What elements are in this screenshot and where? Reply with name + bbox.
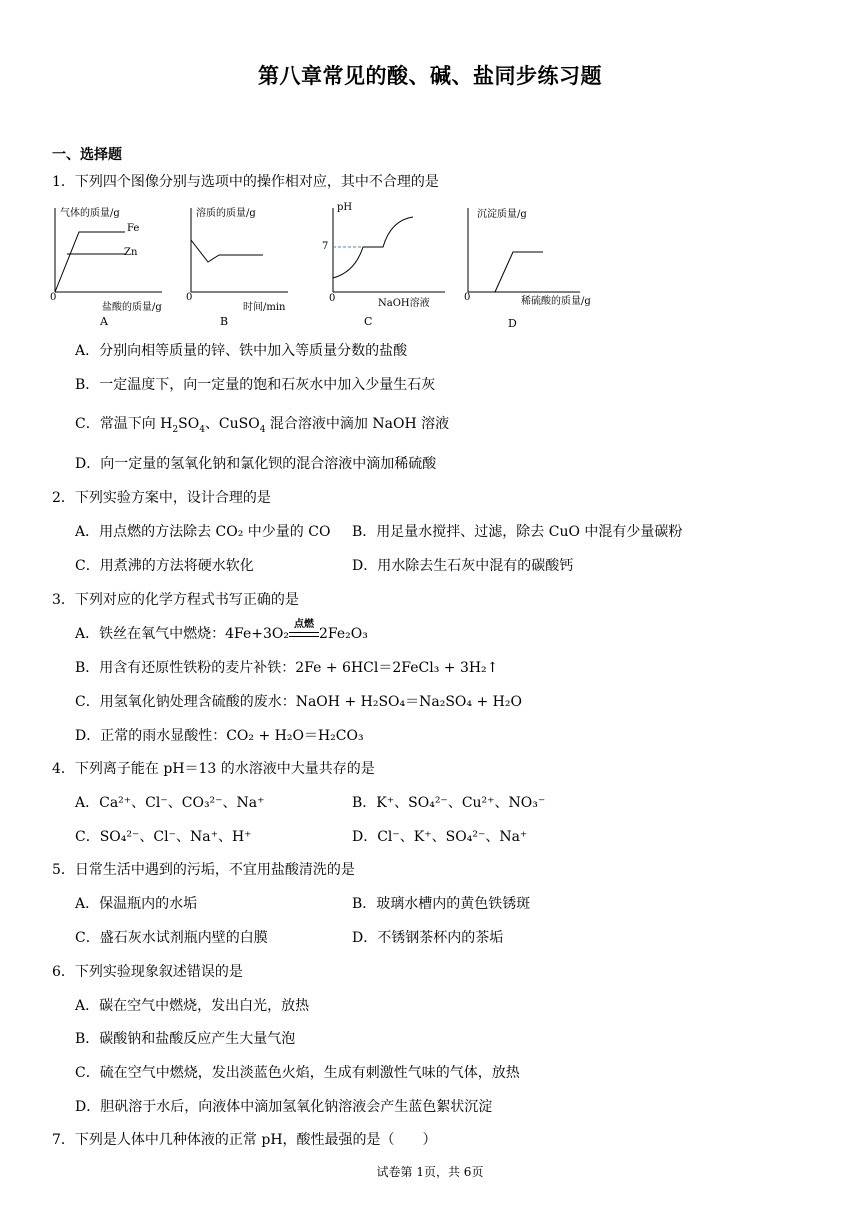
graph-a-origin: 0	[50, 292, 57, 303]
graph-a-caption: A	[100, 315, 108, 328]
q2-option-b: B．用足量水搅拌、过滤，除去 CuO 中混有少量碳粉	[352, 524, 683, 540]
q4-option-d: D．Cl⁻、K⁺、SO₄²⁻、Na⁺	[352, 829, 528, 845]
graph-d-caption: D	[508, 317, 517, 330]
graph-b-origin: 0	[186, 292, 193, 303]
q6-option-d: D．胆矾溶于水后，向液体中滴加氢氧化钠溶液会产生蓝色絮状沉淀	[75, 1099, 493, 1115]
graph-c-origin: 0	[329, 293, 336, 304]
question-6-stem: 6．下列实验现象叙述错误的是	[52, 964, 243, 980]
graph-c-plot	[325, 200, 450, 300]
graph-a-xlabel: 盐酸的质量/g	[102, 302, 162, 313]
q1-option-c-suffix: 混合溶液中滴加 NaOH 溶液	[269, 416, 450, 432]
page-footer: 试卷第 1页，共 6页	[376, 1165, 484, 1179]
q5-option-a: A．保温瓶内的水垢	[75, 896, 198, 912]
section-heading: 一、选择题	[52, 147, 122, 163]
question-4-stem: 4．下列离子能在 pH＝13 的水溶液中大量共存的是	[52, 761, 375, 777]
graph-a-fe-label: Fe	[127, 223, 140, 234]
q4-option-c: C．SO₄²⁻、Cl⁻、Na⁺、H⁺	[75, 829, 252, 845]
q1-option-c	[75, 415, 449, 433]
q1-option-c-prefix: C．常温下向	[75, 416, 156, 432]
q3-option-a-prefix: A．铁丝在氧气中燃烧：4Fe+3O₂	[75, 626, 289, 642]
graph-b-line	[191, 240, 263, 262]
graph-b-xlabel: 时间/min	[243, 302, 286, 313]
question-1-stem: 1．下列四个图像分别与选项中的操作相对应，其中不合理的是	[52, 174, 439, 190]
graph-d-origin: 0	[464, 292, 471, 303]
q3-option-b: B．用含有还原性铁粉的麦片补铁：2Fe + 6HCl＝2FeCl₃ + 3H₂↑	[75, 660, 499, 676]
q2-option-a: A．用点燃的方法除去 CO₂ 中少量的 CO	[75, 524, 331, 540]
q3-option-c: C．用氢氧化钠处理含硫酸的废水：NaOH + H₂SO₄＝Na₂SO₄ + H₂O	[75, 694, 522, 710]
q1-option-c-formula: $H_2SO_4$、CuSO$_4$	[160, 416, 266, 435]
q4-option-b: B．K⁺、SO₄²⁻、Cu²⁺、NO₃⁻	[352, 795, 546, 811]
q2-option-d: D．用水除去生石灰中混有的碳酸钙	[352, 558, 574, 574]
graph-d-xlabel: 稀硫酸的质量/g	[521, 296, 591, 307]
question-7-stem: 7．下列是人体中几种体液的正常 pH，酸性最强的是（ ）	[52, 1132, 437, 1148]
graph-b-ylabel: 溶质的质量/g	[196, 208, 256, 219]
q5-option-d: D．不锈钢茶杯内的茶垢	[352, 930, 504, 946]
graph-c-ylabel: pH	[337, 202, 353, 213]
q3-option-d: D．正常的雨水显酸性：CO₂ + H₂O＝H₂CO₃	[75, 728, 364, 744]
graph-c	[325, 200, 450, 300]
page-title: 第八章常见的酸、碱、盐同步练习题	[258, 63, 602, 88]
q3-option-a-suffix: 2Fe₂O₃	[318, 626, 368, 642]
graph-c-xlabel: NaOH溶液	[378, 298, 430, 309]
q4-option-a: A．Ca²⁺、Cl⁻、CO₃²⁻、Na⁺	[75, 795, 265, 811]
graph-c-caption: C	[364, 315, 373, 328]
graph-d-line	[495, 252, 543, 292]
graph-a-fe-line	[55, 232, 125, 292]
q2-option-c: C．用煮沸的方法将硬水软化	[75, 558, 254, 574]
q1-option-b: B．一定温度下，向一定量的饱和石灰水中加入少量生石灰	[75, 377, 436, 393]
q5-option-b: B．玻璃水槽内的黄色铁锈斑	[352, 896, 531, 912]
graph-d-ylabel: 沉淀质量/g	[477, 209, 527, 220]
q5-option-c: C．盛石灰水试剂瓶内壁的白膜	[75, 930, 268, 946]
reaction-condition	[289, 619, 319, 643]
graph-b-caption: B	[220, 315, 229, 328]
question-2-stem: 2．下列实验方案中，设计合理的是	[52, 490, 271, 506]
q3-option-a	[75, 619, 368, 643]
question-5-stem: 5．日常生活中遇到的污垢，不宜用盐酸清洗的是	[52, 862, 355, 878]
q6-option-a: A．碳在空气中燃烧，发出白光，放热	[75, 998, 310, 1014]
graph-a-zn-label: Zn	[124, 247, 138, 258]
graph-a-ylabel: 气体的质量/g	[60, 208, 120, 219]
q1-option-d: D．向一定量的氢氧化钠和氯化钡的混合溶液中滴加稀硫酸	[75, 456, 437, 472]
q1-option-a: A．分别向相等质量的锌、铁中加入等质量分数的盐酸	[75, 343, 408, 359]
graph-c-tick-7: 7	[322, 241, 329, 252]
q6-option-c: C．硫在空气中燃烧，发出淡蓝色火焰，生成有刺激性气味的气体，放热	[75, 1065, 520, 1081]
reaction-condition-label: 点燃	[293, 619, 314, 630]
q6-option-b: B．碳酸钠和盐酸反应产生大量气泡	[75, 1031, 296, 1047]
question-3-stem: 3．下列对应的化学方程式书写正确的是	[52, 592, 299, 608]
